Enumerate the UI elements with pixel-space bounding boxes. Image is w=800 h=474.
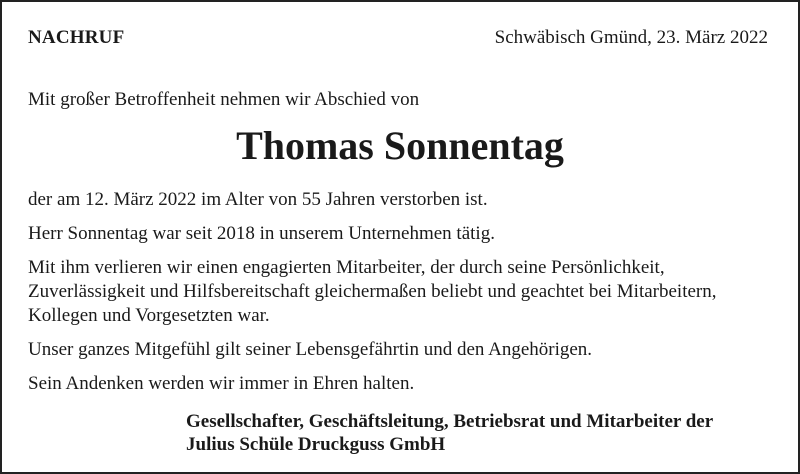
intro-line: Mit großer Betroffenheit nehmen wir Abschied von	[28, 89, 420, 110]
signature-block	[186, 410, 766, 456]
notice-body	[28, 188, 766, 406]
paragraph-tribute: Mit ihm verlieren wir einen engagierten Mitarbeiter, der durch seine Persönlichkeit, Zuverlässigkeit und Hilfsbereitschaft gleichermaßen beliebt und geachtet bei Mitarbeitern, Kollegen und Vorgesetzten war.	[28, 257, 717, 326]
paragraph-remembrance: Sein Andenken werden wir immer in Ehren halten.	[28, 373, 415, 394]
paragraph-condolences: Unser ganzes Mitgefühl gilt seiner Lebensgefährtin und den Angehörigen.	[28, 339, 593, 360]
notice-label: NACHRUF	[28, 27, 125, 48]
signature-line-2: Julius Schüle Druckguss GmbH	[186, 434, 446, 455]
paragraph-death-date: der am 12. März 2022 im Alter von 55 Jahren verstorben ist.	[28, 189, 488, 210]
signature-line-1: Gesellschafter, Geschäftsleitung, Betriebsrat und Mitarbeiter der	[186, 411, 714, 432]
deceased-name: Thomas Sonnentag	[236, 123, 564, 168]
paragraph-employment: Herr Sonnentag war seit 2018 in unserem Unternehmen tätig.	[28, 223, 495, 244]
place-date: Schwäbisch Gmünd, 23. März 2022	[494, 27, 768, 48]
notice-header	[28, 26, 768, 50]
